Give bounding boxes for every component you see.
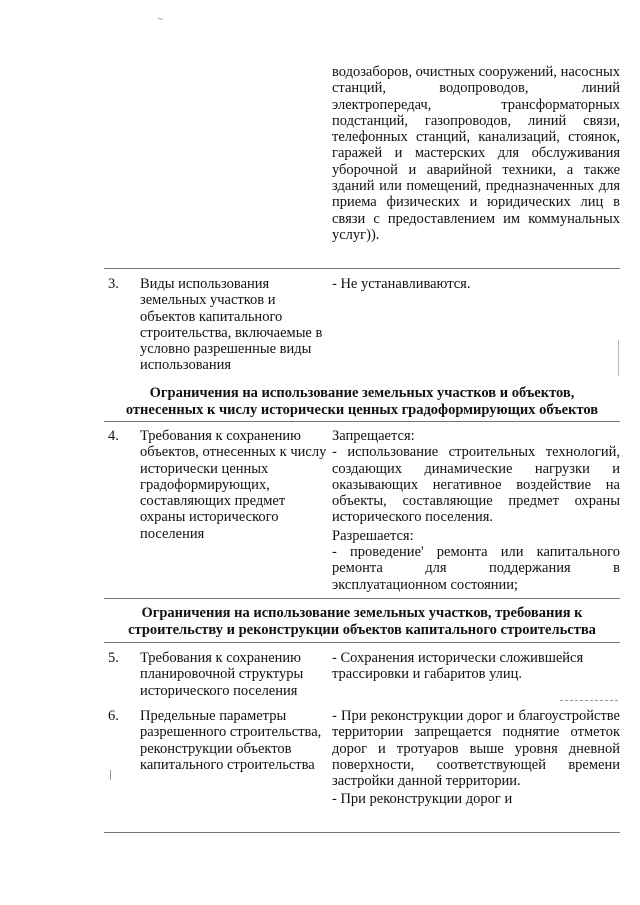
row-number: 3. xyxy=(108,276,119,292)
table-row-4 xyxy=(104,428,620,598)
section-heading-line: Ограничения на использование земельных участков, требования к xyxy=(141,605,583,621)
forbidden-title: Запрещается: xyxy=(332,428,415,444)
row-label: Требования к сохранению объектов, отнесенных к числу исторически ценных градоформирующих, составляющих предмет охраны исторического поселения xyxy=(140,428,327,542)
row-divider xyxy=(104,832,620,833)
section-heading-construction xyxy=(104,605,620,639)
table-row-continuation xyxy=(104,64,620,264)
row-divider xyxy=(104,268,620,269)
continuation-paragraph: водозаборов, очистных сооружений, насосных станций, водопроводов, линий электропередач, трансформаторных подстанций, газопроводов, линий связи, телефонных станций, канализаций, стоянок, гаражей и мастерских для обслуживания уборочной и аварийной техники, а также зданий или помещений, предназначенных для приема физических и юридических лиц в связи с предоставлением им коммунальных услуг)). xyxy=(332,64,620,243)
row-divider xyxy=(104,598,620,599)
row-continuation-text xyxy=(332,64,620,243)
row-label: Требования к сохранению планировочной структуры исторического поселения xyxy=(140,650,304,699)
row-label: Виды использования земельных участков и объектов капитального строительства, включаемые в условно разрешенные виды использования xyxy=(140,276,323,374)
section-heading-line: строительству и реконструкции объектов капитального строительства xyxy=(128,622,596,638)
scan-speck: ~ xyxy=(158,14,163,24)
row-number: 5. xyxy=(108,650,119,666)
row-value-paragraph: - При реконструкции дорог и xyxy=(332,791,513,808)
scan-line xyxy=(560,700,618,701)
row-value: - Сохранения исторически сложившейся трассировки и габаритов улиц. xyxy=(332,650,584,683)
allowed-text: - проведение' ремонта или капитального ремонта для поддержания в эксплуатационном состоянии; xyxy=(332,544,620,593)
scan-line xyxy=(110,770,111,780)
row-value xyxy=(332,708,620,808)
row-label: Предельные параметры разрешенного строительства, реконструкции объектов капитального строительства xyxy=(140,708,322,773)
section-heading-line: отнесенных к числу исторически ценных градоформирующих объектов xyxy=(125,402,599,418)
table-row-6 xyxy=(104,708,620,833)
row-value xyxy=(332,428,620,593)
scan-line xyxy=(618,340,619,376)
row-number: 4. xyxy=(108,428,119,444)
allowed-title: Разрешается: xyxy=(332,527,414,544)
table-row-5 xyxy=(104,650,620,700)
forbidden-text: - использование строительных технологий, создающих динамические нагрузки и оказывающих негативное воздействие на объекты, составляющие предмет охраны исторического поселения. xyxy=(332,444,620,526)
row-value-paragraph: - При реконструкции дорог и благоустройстве территории запрещается поднятие отметок дорог и тротуаров выше уровня дневной поверхности, соответствующей времени застройки данной территории. xyxy=(332,708,620,790)
section-divider xyxy=(104,642,620,643)
section-heading-line: Ограничения на использование земельных участков и объектов, xyxy=(149,385,575,401)
section-divider xyxy=(104,421,620,422)
table-row-3 xyxy=(104,276,620,376)
row-number: 6. xyxy=(108,708,119,724)
row-value: - Не устанавливаются. xyxy=(332,276,471,292)
section-heading-historic-objects xyxy=(104,385,620,419)
